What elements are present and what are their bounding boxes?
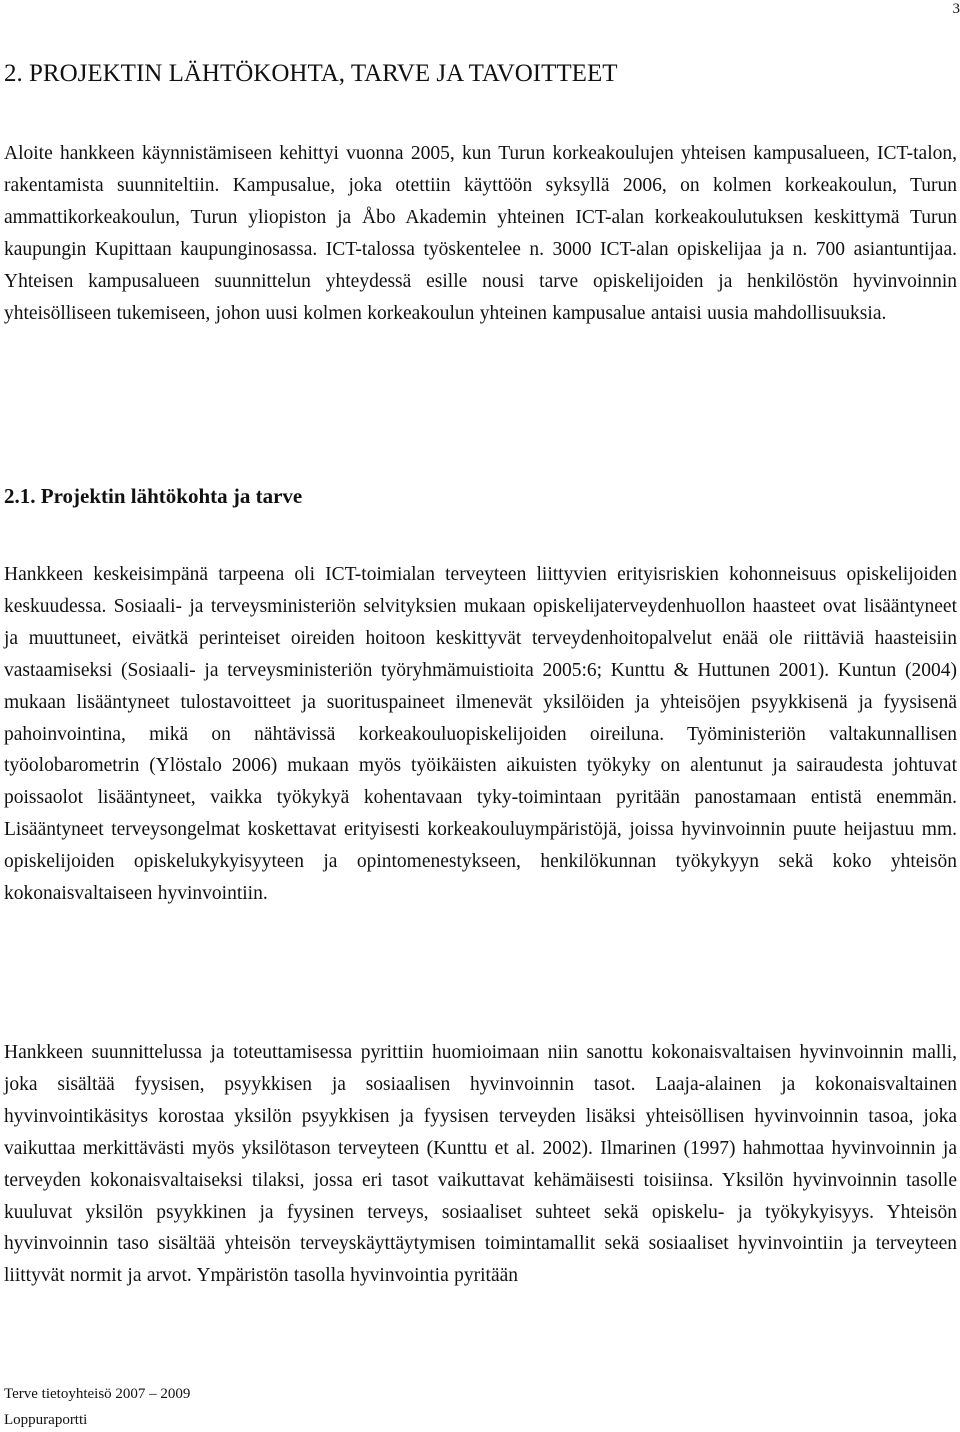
chapter-heading: 2. PROJEKTIN LÄHTÖKOHTA, TARVE JA TAVOITTEET — [4, 60, 618, 87]
page-number: 3 — [952, 1, 960, 17]
footer-report-type: Loppuraportti — [4, 1412, 88, 1428]
paragraph-wellbeing-model: Hankkeen suunnittelussa ja toteuttamisessa pyrittiin huomioimaan niin sanottu kokonaisvaltaisen hyvinvoinnin malli, joka sisältää fyysisen, psyykkisen ja sosiaalisen hyvinvoinnin tasot. Laaja-alainen ja kokonaisvaltainen hyvinvointikäsitys korostaa yksilön psyykkisen ja fyysisen terveyden lisäksi yhteisöllisen hyvinvoinnin tasoa, joka vaikuttaa merkittävästi myös yksilötason terveyteen (Kunttu et al. 2002). Ilmarinen (1997) hahmottaa hyvinvoinnin ja terveyden kokonaisvaltaiseksi tilaksi, jossa eri tasot vaikuttavat kehämäisesti toisiinsa. Yksilön hyvinvoinnin tasolle kuuluvat yksilön psyykkinen ja fyysinen terveys, sosiaaliset suhteet sekä opiskelu- ja työkykyisyys. Yhteisön hyvinvoinnin taso sisältää yhteisön terveyskäyttäytymisen toimintamallit sekä sosiaaliset hyvinvointiin ja terveyteen liittyvät normit ja arvot. Ympäristön tasolla hyvinvointia pyritään — [4, 1042, 957, 1287]
section-heading: 2.1. Projektin lähtökohta ja tarve — [4, 484, 303, 508]
paragraph-intro: Aloite hankkeen käynnistämiseen kehittyi vuonna 2005, kun Turun korkeakoulujen yhteisen kampusalueen, ICT-talon, rakentamista suunniteltiin. Kampusalue, joka otettiin käyttöön syksyllä 2006, on kolmen korkeakoulun, Turun ammattikorkeakoulun, Turun yliopiston ja Åbo Akademin yhteinen ICT-alan korkeakoulutuksen keskittymä Turun kaupungin Kupittaan kaupunginosassa. ICT-talossa työskentelee n. 3000 ICT-alan opiskelijaa ja n. 700 asiantuntijaa. Yhteisen kampusalueen suunnittelun yhteydessä esille nousi tarve opiskelijoiden ja henkilöstön hyvinvoinnin yhteisölliseen tukemiseen, johon uusi kolmen korkeakoulun yhteinen kampusalue antaisi uusia mahdollisuuksia. — [4, 143, 957, 324]
footer-project-name: Terve tietoyhteisö 2007 – 2009 — [4, 1386, 191, 1402]
paragraph-need: Hankkeen keskeisimpänä tarpeena oli ICT-toimialan terveyteen liittyvien erityisriskien kohonneisuus opiskelijoiden keskuudessa. Sosiaali- ja terveysministeriön selvityksien mukaan opiskelijaterveydenhuollon haasteet ovat lisääntyneet ja muuttuneet, eivätkä perinteiset oireiden hoitoon keskittyvät terveydenhoitopalvelut enää ole riittäviä haasteisiin vastaamiseksi (Sosiaali- ja terveysministeriön työryhmämuistioita 2005:6; Kunttu & Huttunen 2001). Kuntun (2004) mukaan lisääntyneet tulostavoitteet ja suorituspaineet ilmenevät yksilöiden ja yhteisöjen psyykkisenä ja fyysisenä pahoinvointina, mikä on nähtävissä korkeakouluopiskelijoiden oireiluna. Työministeriön valtakunnallisen työolobarometrin (Ylöstalo 2006) mukaan myös työikäisten aikuisten työkyky on alentunut ja sairaudesta johtuvat poissaolot lisääntyneet, vaikka työkykyä kohentavaan tyky-toimintaan pyritään panostamaan entistä enemmän. Lisääntyneet terveysongelmat koskettavat erityisesti korkeakouluympäristöjä, joissa hyvinvoinnin puute heijastuu mm. opiskelijoiden opiskelukykyisyyteen ja opintomenestykseen, henkilökunnan työkykyyn sekä koko yhteisön kokonaisvaltaiseen hyvinvointiin. — [4, 564, 957, 905]
